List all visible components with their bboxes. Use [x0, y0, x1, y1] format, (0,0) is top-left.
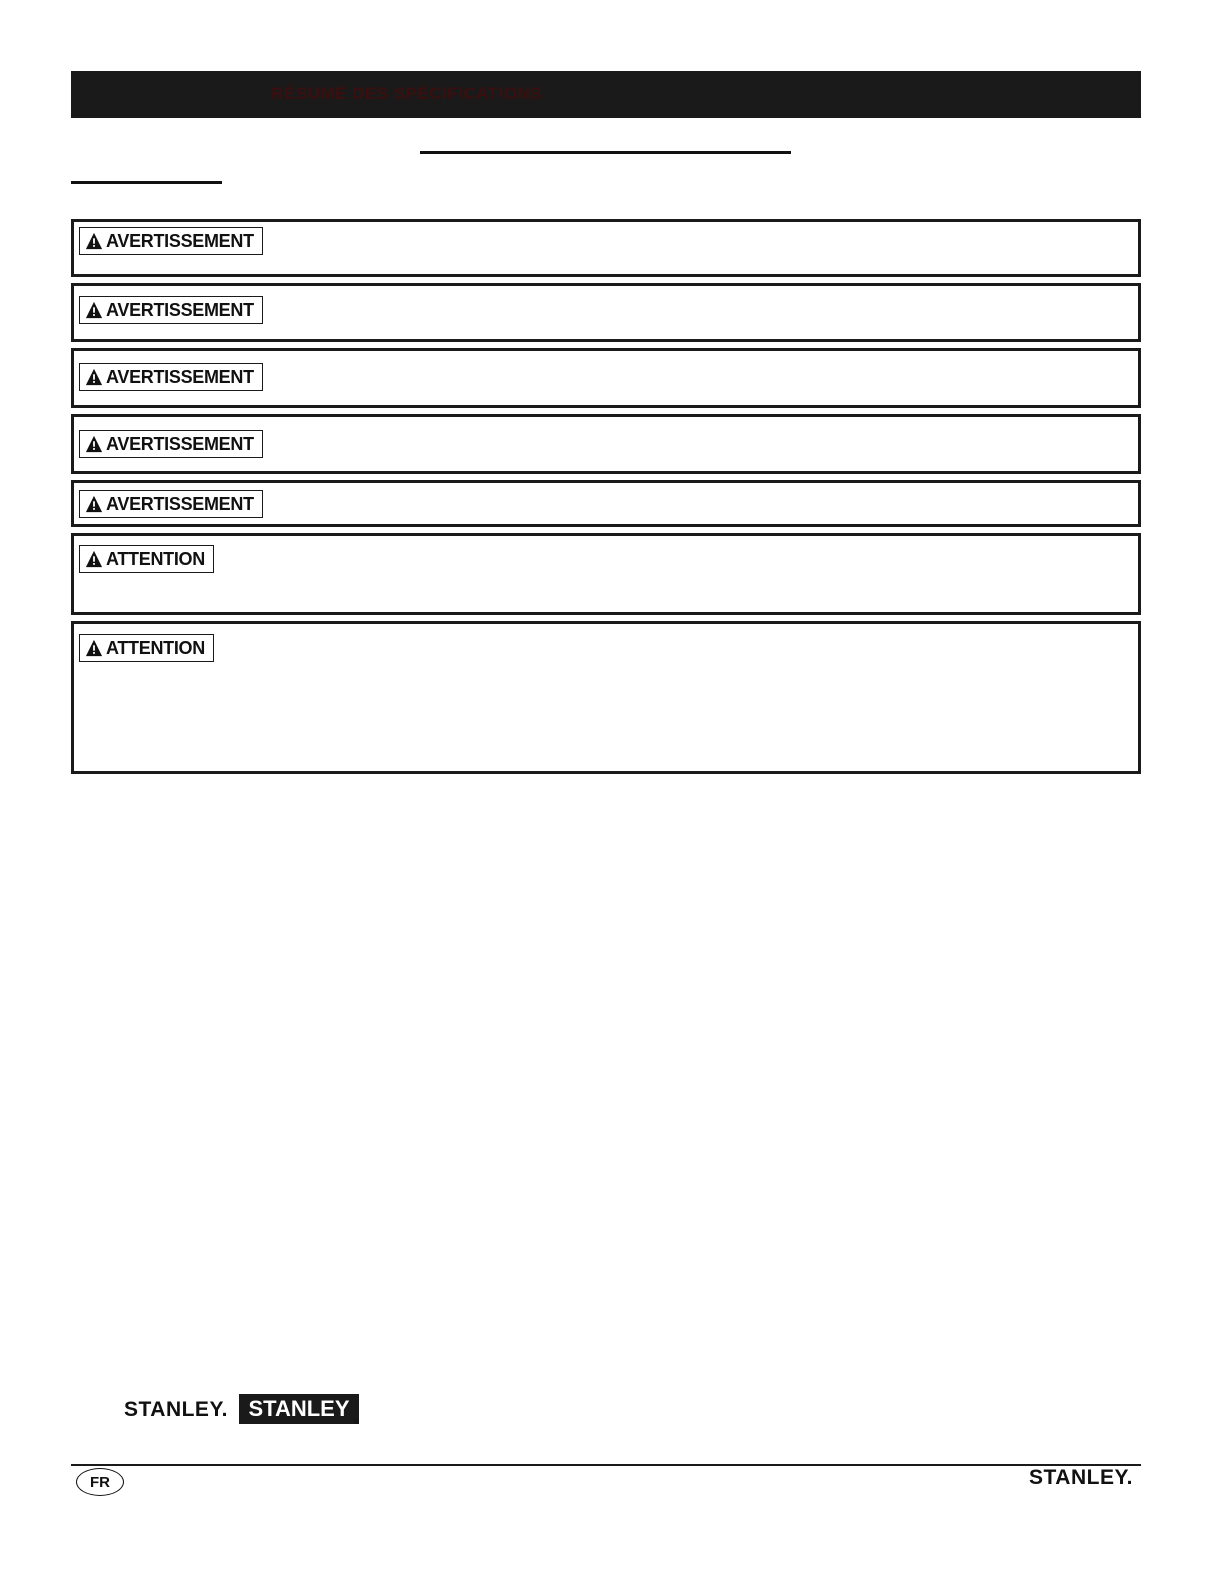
caution-box-2: [71, 621, 1141, 774]
warning-triangle-icon: [85, 368, 103, 386]
caution-box-1: [71, 533, 1141, 615]
caution-tag: [79, 634, 214, 662]
warning-tag: [79, 430, 263, 458]
stanley-logo: STANLEY.: [124, 1398, 228, 1421]
warning-box-3: [71, 348, 1141, 408]
warning-tag: [79, 227, 263, 255]
stanley-box-logo: [239, 1394, 359, 1424]
header-bar: [71, 71, 1141, 118]
caution-label: ATTENTION: [106, 637, 205, 658]
warning-triangle-icon: [85, 232, 103, 250]
footer-stanley-logo: STANLEY.: [1029, 1466, 1133, 1489]
language-badge: FR: [76, 1468, 124, 1496]
title-underline: [420, 151, 791, 154]
warning-box-5: [71, 480, 1141, 527]
warning-box-1: [71, 219, 1141, 277]
warning-tag: [79, 363, 263, 391]
warning-label: AVERTISSEMENT: [106, 299, 254, 320]
warning-tag: [79, 490, 263, 518]
section-underline: [71, 181, 222, 184]
warning-triangle-icon: [85, 550, 103, 568]
warning-label: AVERTISSEMENT: [106, 433, 254, 454]
warning-triangle-icon: [85, 495, 103, 513]
caution-tag: [79, 545, 214, 573]
warning-label: AVERTISSEMENT: [106, 493, 254, 514]
registered-mark: ®: [354, 1419, 360, 1426]
warning-triangle-icon: [85, 435, 103, 453]
warning-triangle-icon: [85, 301, 103, 319]
section-title: RÉSUMÉ DES SPÉCIFICATIONS: [271, 84, 542, 103]
warning-label: AVERTISSEMENT: [106, 230, 254, 251]
warning-tag: [79, 296, 263, 324]
caution-label: ATTENTION: [106, 548, 205, 569]
footer-rule: [71, 1464, 1141, 1466]
stanley-box-logo-text: STANLEY: [248, 1396, 350, 1421]
warning-triangle-icon: [85, 639, 103, 657]
warning-box-4: [71, 414, 1141, 474]
warning-box-2: [71, 283, 1141, 342]
warning-label: AVERTISSEMENT: [106, 366, 254, 387]
